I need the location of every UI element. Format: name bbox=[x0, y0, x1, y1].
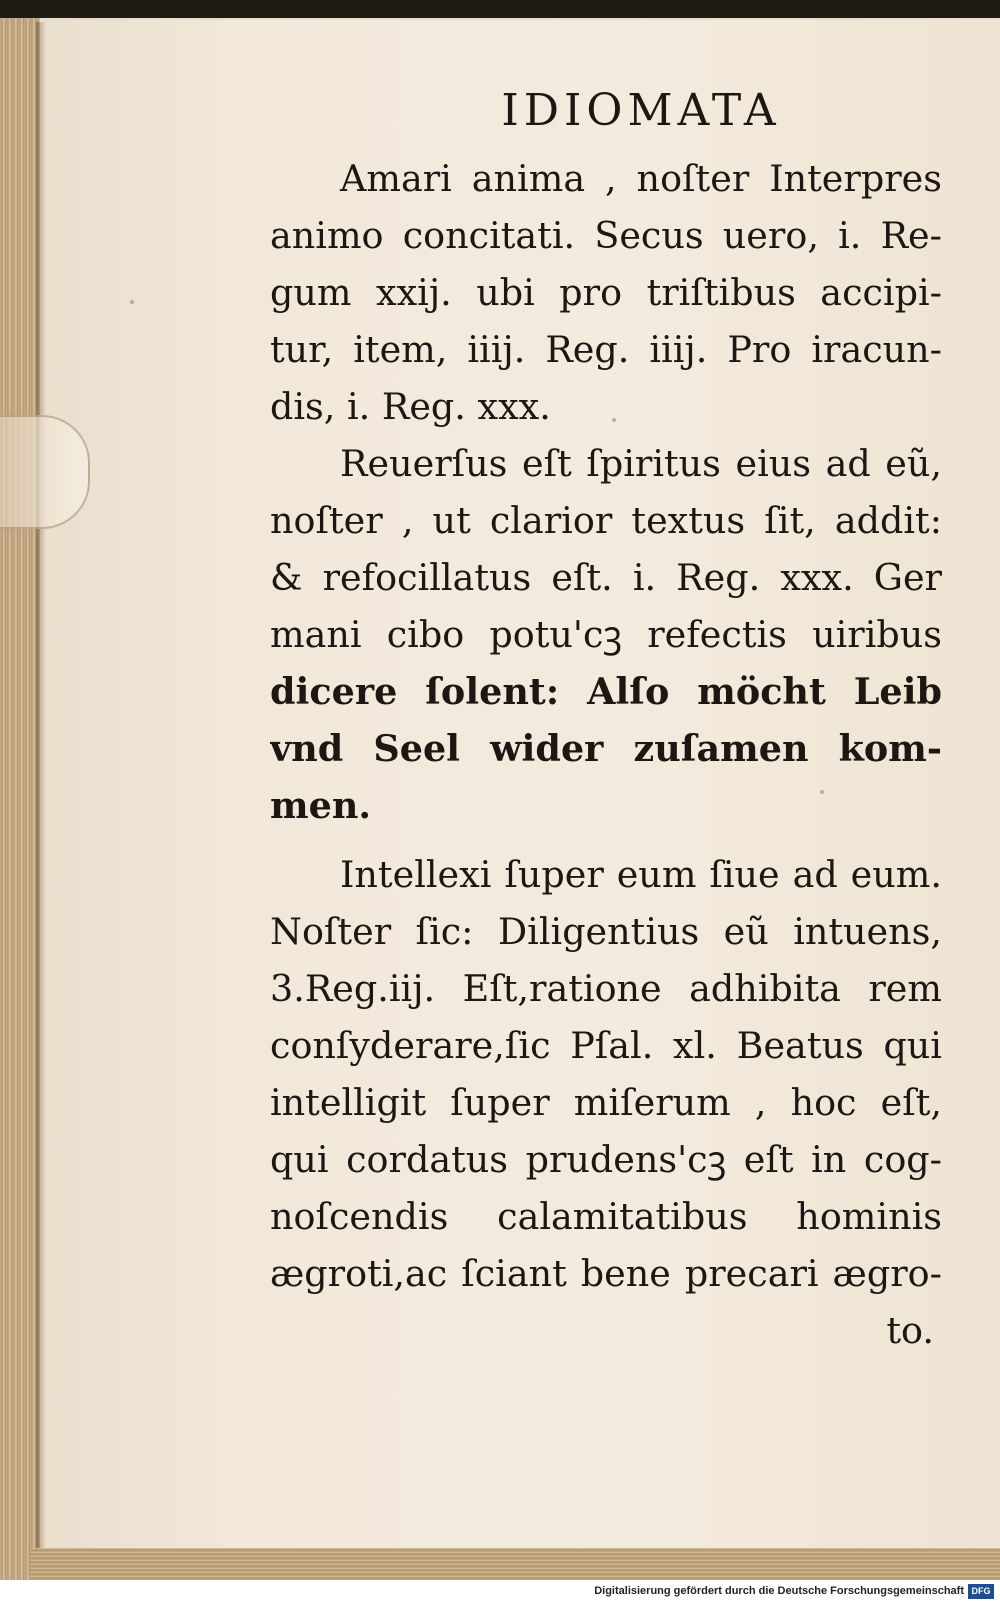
book-clasp bbox=[0, 415, 90, 529]
scanner-background bbox=[0, 0, 1000, 18]
text-line-german: men. bbox=[270, 784, 372, 827]
text-line: tur, item, iiij. Reg. iiij. Pro iracun- bbox=[270, 328, 942, 371]
text-line: gum xxij. ubi pro triſtibus accipi- bbox=[270, 271, 942, 314]
running-heading: IDIOMATA bbox=[501, 85, 781, 136]
page-edge-shadow bbox=[36, 22, 46, 1572]
page-fore-edge bbox=[0, 18, 40, 1580]
text-line: intelligit ſuper miſerum , hoc eſt, bbox=[270, 1081, 942, 1124]
text-line: qui cordatus prudens'cꝫ eſt in cog- bbox=[270, 1138, 942, 1181]
text-line-german: vnd Seel wider zuſamen kom- bbox=[270, 727, 942, 770]
text-line: mani cibo potu'cꝫ refectis uiribus bbox=[270, 613, 942, 656]
text-line-german: dicere ſolent: Alſo möcht Leib bbox=[270, 670, 942, 713]
page-bottom-edge bbox=[30, 1548, 1000, 1580]
text-line: animo concitati. Secus uero, i. Re- bbox=[270, 214, 942, 257]
digitization-footer bbox=[0, 1580, 1000, 1605]
text-line: conſyderare,ſic Pſal. xl. Beatus qui bbox=[270, 1024, 942, 1067]
text-block bbox=[270, 80, 942, 1359]
dfg-logo-icon: DFG bbox=[968, 1584, 994, 1599]
text-line: & refocillatus eſt. i. Reg. xxx. Ger bbox=[270, 556, 942, 599]
paper-speck bbox=[130, 300, 134, 304]
text-line: 3.Reg.iij. Eſt,ratione adhibita rem bbox=[270, 967, 942, 1010]
text-line: Reuerſus eſt ſpiritus eius ad eũ, bbox=[340, 442, 942, 485]
text-line: noſcendis calamitatibus hominis bbox=[270, 1195, 942, 1238]
text-line: noſter , ut clarior textus ſit, addit: bbox=[270, 499, 942, 542]
text-line: dis, i. Reg. xxx. bbox=[270, 385, 551, 428]
funding-credit: Digitalisierung gefördert durch die Deutsche Forschungsgemeinschaft bbox=[594, 1585, 964, 1597]
text-line: Noſter ſic: Diligentius eũ intuens, bbox=[270, 910, 942, 953]
text-line: ægroti,ac ſciant bene precari ægro- bbox=[270, 1252, 942, 1295]
catchword: to. bbox=[886, 1309, 934, 1352]
text-line: Intellexi ſuper eum ſiue ad eum. bbox=[340, 853, 942, 896]
text-line: Amari anima , noſter Interpres bbox=[340, 157, 942, 200]
